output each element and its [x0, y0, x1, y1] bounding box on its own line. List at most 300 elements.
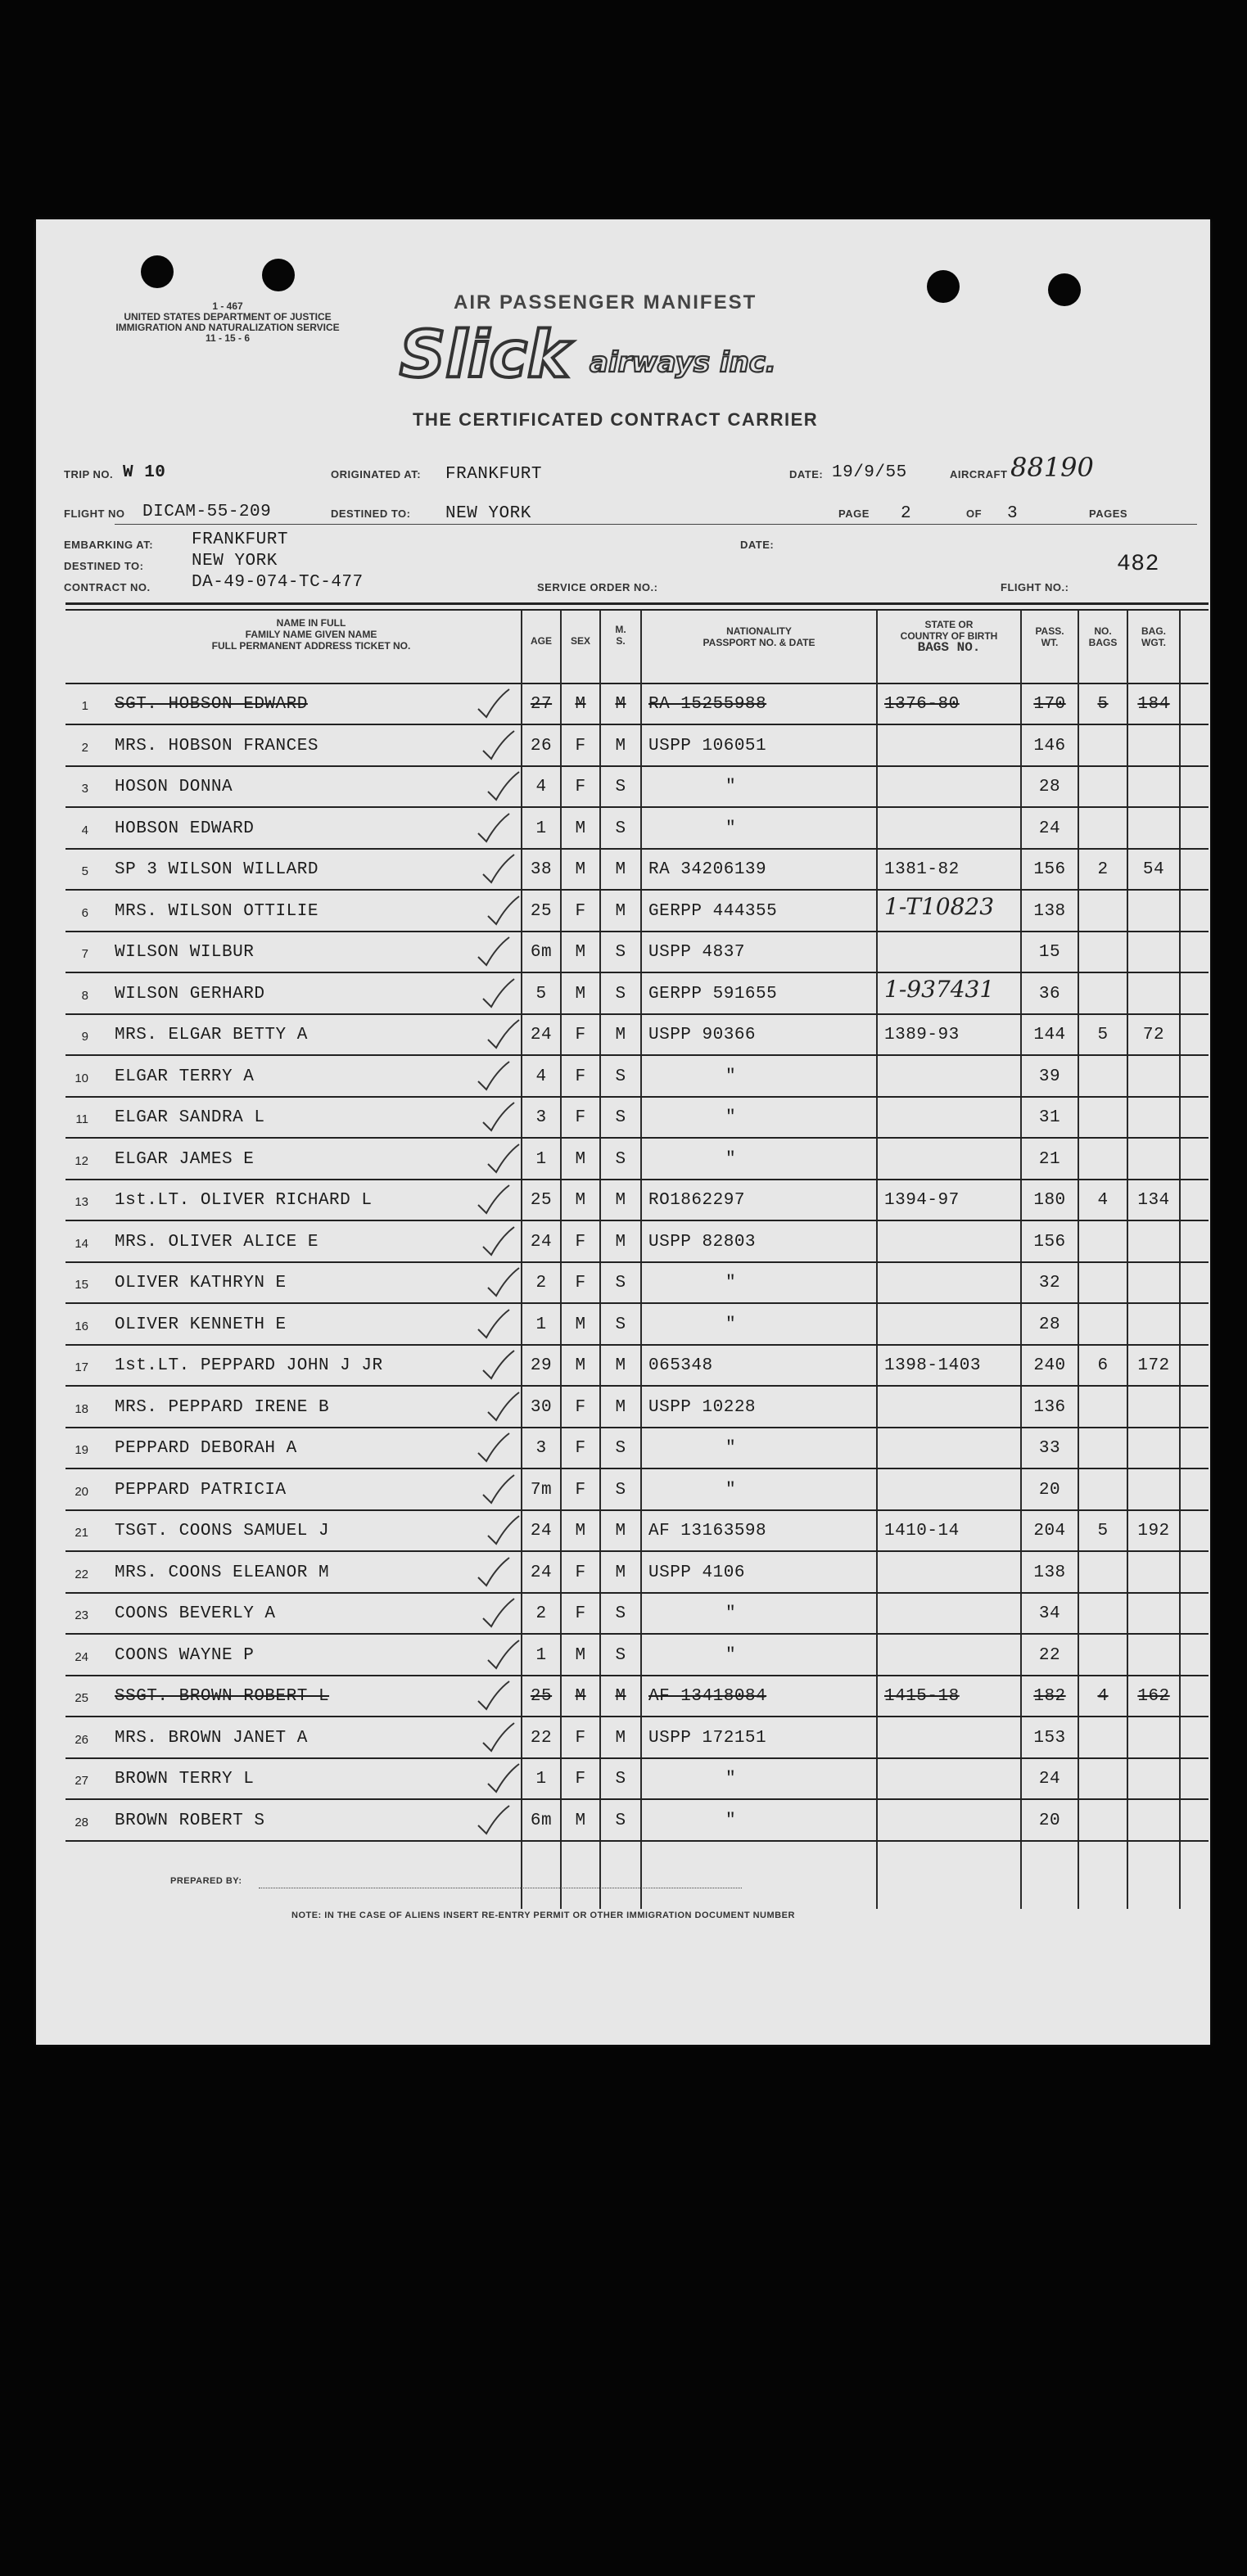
check-mark-icon: [480, 1225, 517, 1258]
check-mark-icon: [475, 812, 513, 845]
cell-wt: 28: [1038, 1315, 1061, 1334]
table-row: [66, 1635, 1207, 1676]
cell-ms: S: [615, 1149, 626, 1169]
table-row: [66, 1553, 1207, 1594]
cell-bags: 2: [1097, 860, 1109, 879]
table-row: [66, 1346, 1207, 1387]
cell-sex: M: [575, 1522, 586, 1541]
cell-age: 4: [535, 778, 547, 796]
cell-wt: 204: [1033, 1522, 1066, 1541]
cell-wt: 21: [1038, 1149, 1061, 1169]
check-mark-icon: [480, 729, 517, 762]
table-row: [66, 684, 1207, 725]
cell-sex: F: [575, 1026, 586, 1044]
cell-ms: M: [615, 1522, 626, 1541]
cell-sex: F: [575, 1728, 586, 1748]
row-number: 7: [81, 947, 88, 961]
check-mark-icon: [485, 1514, 522, 1547]
aircraft-value: 88190: [1010, 452, 1094, 483]
cell-bags: 5: [1097, 1522, 1109, 1541]
cell-bags: 4: [1097, 1191, 1109, 1210]
table-row: [66, 1718, 1207, 1759]
check-mark-icon: [485, 770, 522, 803]
table-row: [66, 767, 1207, 808]
flight-no2-value: 482: [1117, 552, 1159, 577]
cell-name: SP 3 WILSON WILLARD: [115, 860, 319, 879]
cell-bag-wgt: 72: [1142, 1026, 1165, 1044]
cell-name: TSGT. COONS SAMUEL J: [115, 1522, 330, 1541]
cell-bags-no: 1381-82: [884, 860, 960, 879]
row-number: 3: [81, 782, 88, 796]
cell-passport: 065348: [648, 1356, 713, 1375]
cell-age: 38: [530, 860, 553, 879]
row-number: 2: [81, 740, 88, 755]
cell-passport: ": [725, 1604, 737, 1623]
check-mark-icon: [475, 688, 513, 720]
cell-wt: 20: [1038, 1811, 1061, 1830]
cell-wt: 34: [1038, 1604, 1061, 1623]
cell-passport: GERPP 591655: [648, 984, 778, 1004]
cell-name: MRS. WILSON OTTILIE: [115, 901, 319, 921]
cell-passport: RA 34206139: [648, 860, 767, 879]
row-number: 17: [75, 1360, 88, 1374]
table-row: [66, 1139, 1207, 1180]
cell-bag-wgt: 184: [1137, 695, 1170, 714]
cell-sex: M: [575, 1811, 586, 1830]
cell-sex: M: [575, 1191, 586, 1210]
trip-no-label: TRIP NO.: [64, 468, 114, 480]
col-header-nationality-line: NATIONALITY: [726, 625, 792, 637]
cell-name: COONS WAYNE P: [115, 1645, 255, 1665]
cell-wt: 136: [1033, 1397, 1066, 1417]
cell-sex: F: [575, 1108, 586, 1127]
trip-no-value: W 10: [123, 463, 166, 482]
embarking-label: EMBARKING AT:: [64, 539, 154, 551]
field-underline: [115, 524, 1197, 525]
cell-wt: 15: [1038, 943, 1061, 962]
cell-passport: USPP 82803: [648, 1232, 757, 1252]
cell-passport: ": [725, 1770, 737, 1789]
cell-name: BROWN ROBERT S: [115, 1811, 265, 1830]
cell-wt: 146: [1033, 736, 1066, 756]
page-label: PAGE: [838, 508, 870, 520]
row-number: 12: [75, 1153, 88, 1168]
row-number: 27: [75, 1774, 88, 1788]
cell-wt: 24: [1038, 819, 1061, 838]
col-header-state: [878, 619, 1020, 653]
row-number: 24: [75, 1649, 88, 1664]
cell-wt: 28: [1038, 778, 1061, 796]
cell-sex: F: [575, 1563, 586, 1582]
cell-wt: 182: [1033, 1687, 1066, 1706]
cell-age: 24: [530, 1232, 553, 1252]
row-number: 20: [75, 1484, 88, 1499]
col-header-name: [131, 617, 491, 652]
prepared-by-label: PREPARED BY:: [170, 1876, 242, 1886]
row-number: 11: [75, 1112, 88, 1126]
cell-name: WILSON GERHARD: [115, 984, 265, 1004]
table-row: [66, 1222, 1207, 1263]
page-value: 2: [901, 504, 912, 523]
row-number: 13: [75, 1195, 88, 1209]
cell-age: 24: [530, 1522, 553, 1541]
prepared-by-line: [259, 1888, 742, 1889]
cell-wt: 180: [1033, 1191, 1066, 1210]
cell-sex: F: [575, 1439, 586, 1458]
cell-passport: ": [725, 1067, 737, 1086]
cell-age: 1: [535, 1149, 547, 1169]
cell-age: 24: [530, 1026, 553, 1044]
cell-ms: S: [615, 1770, 626, 1789]
cell-age: 2: [535, 1604, 547, 1623]
row-number: 5: [81, 864, 88, 878]
check-mark-icon: [480, 1721, 517, 1754]
col-header-state-line: BAGS NO.: [917, 640, 981, 655]
cell-name: HOSON DONNA: [115, 778, 233, 796]
cell-passport: ": [725, 1811, 737, 1830]
cell-age: 27: [530, 695, 553, 714]
row-number: 8: [81, 988, 88, 1003]
cell-ms: M: [615, 695, 626, 714]
cell-age: 7m: [530, 1480, 553, 1500]
table-row: [66, 1180, 1207, 1221]
cell-age: 6m: [530, 1811, 553, 1830]
cell-wt: 153: [1033, 1728, 1066, 1748]
cell-ms: S: [615, 778, 626, 796]
row-number: 1: [81, 699, 88, 713]
cell-passport: USPP 10228: [648, 1397, 757, 1417]
cell-sex: M: [575, 819, 586, 838]
check-mark-icon: [475, 1308, 513, 1341]
cell-sex: M: [575, 1645, 586, 1665]
cell-ms: M: [615, 860, 626, 879]
cell-name: MRS. OLIVER ALICE E: [115, 1232, 319, 1252]
col-header-bag-wgt-line: BAG.: [1141, 625, 1166, 637]
cell-ms: S: [615, 1274, 626, 1293]
check-mark-icon: [475, 1804, 513, 1837]
punch-hole: [927, 270, 960, 303]
table-row: [66, 1801, 1207, 1842]
date2-label: DATE:: [740, 539, 775, 551]
cell-age: 3: [535, 1439, 547, 1458]
cell-ms: S: [615, 1604, 626, 1623]
cell-name: PEPPARD PATRICIA: [115, 1480, 287, 1500]
punch-hole: [1048, 273, 1081, 306]
check-mark-icon: [485, 1639, 522, 1671]
cell-age: 22: [530, 1728, 553, 1748]
cell-bags-no: 1376-80: [884, 695, 960, 714]
cell-name: COONS BEVERLY A: [115, 1604, 276, 1623]
cell-ms: S: [615, 1067, 626, 1086]
check-mark-icon: [480, 1101, 517, 1134]
cell-passport: USPP 106051: [648, 736, 767, 756]
table-row: [66, 1015, 1207, 1056]
col-header-age: AGE: [530, 635, 552, 647]
cell-age: 1: [535, 1315, 547, 1334]
cell-sex: M: [575, 860, 586, 879]
cell-wt: 39: [1038, 1067, 1061, 1086]
punch-hole: [141, 255, 174, 288]
cell-age: 3: [535, 1108, 547, 1127]
cell-ms: S: [615, 1645, 626, 1665]
cell-sex: F: [575, 1397, 586, 1417]
cell-name: MRS. COONS ELEANOR M: [115, 1563, 330, 1582]
form-id-line: 1 - 467: [212, 300, 243, 312]
cell-bags-no: 1-T10823: [884, 892, 995, 920]
cell-sex: F: [575, 1480, 586, 1500]
table-row: [66, 726, 1207, 767]
of-value: 3: [1007, 504, 1019, 523]
cell-name: BROWN TERRY L: [115, 1770, 255, 1789]
check-mark-icon: [480, 853, 517, 886]
cell-sex: M: [575, 1315, 586, 1334]
cell-passport: ": [725, 1315, 737, 1334]
cell-ms: M: [615, 1356, 626, 1375]
table-row: [66, 1676, 1207, 1717]
cell-wt: 138: [1033, 1563, 1066, 1582]
col-header-pass-wt-line: PASS.: [1035, 625, 1064, 637]
row-number: 9: [81, 1030, 88, 1044]
check-mark-icon: [475, 1184, 513, 1216]
cell-ms: M: [615, 1232, 626, 1252]
cell-ms: S: [615, 1439, 626, 1458]
embarking-value: FRANKFURT: [192, 530, 288, 549]
form-id-block: [47, 301, 408, 344]
check-mark-icon: [475, 1432, 513, 1464]
cell-bags-no: 1398-1403: [884, 1356, 981, 1375]
check-mark-icon: [480, 1597, 517, 1630]
cell-name: PEPPARD DEBORAH A: [115, 1439, 297, 1458]
cell-passport: USPP 4106: [648, 1563, 745, 1582]
col-header-name-line: FULL PERMANENT ADDRESS TICKET NO.: [211, 640, 411, 652]
cell-bags-no: 1-937431: [884, 975, 995, 1003]
cell-name: MRS. BROWN JANET A: [115, 1728, 308, 1748]
cell-ms: M: [615, 1687, 626, 1706]
row-number: 25: [75, 1691, 88, 1705]
cell-wt: 31: [1038, 1108, 1061, 1127]
cell-name: MRS. ELGAR BETTY A: [115, 1026, 308, 1044]
cell-wt: 144: [1033, 1026, 1066, 1044]
table-top-rule: [66, 609, 1209, 611]
footer-note: NOTE: IN THE CASE OF ALIENS INSERT RE-ENTRY PERMIT OR OTHER IMMIGRATION DOCUMENT NUMBER: [291, 1911, 795, 1920]
cell-sex: M: [575, 984, 586, 1004]
cell-sex: M: [575, 695, 586, 714]
flight-no2-label: FLIGHT NO.:: [1001, 581, 1069, 593]
col-header-nationality-line: PASSPORT NO. & DATE: [703, 637, 816, 648]
row-number: 10: [75, 1071, 88, 1085]
row-number: 18: [75, 1401, 88, 1416]
col-header-name-line: NAME IN FULL: [276, 617, 346, 629]
cell-age: 6m: [530, 943, 553, 962]
cell-age: 25: [530, 1687, 553, 1706]
cell-passport: USPP 172151: [648, 1728, 767, 1748]
cell-ms: M: [615, 901, 626, 921]
date-value: 19/9/55: [832, 463, 907, 482]
cell-passport: ": [725, 1149, 737, 1169]
table-row: [66, 809, 1207, 850]
cell-wt: 36: [1038, 984, 1061, 1004]
destined-value: NEW YORK: [445, 504, 531, 523]
col-header-name-line: FAMILY NAME GIVEN NAME: [245, 629, 377, 640]
row-number: 15: [75, 1278, 88, 1292]
row-rule: [66, 1840, 1209, 1842]
cell-name: ELGAR TERRY A: [115, 1067, 255, 1086]
table-row: [66, 1428, 1207, 1469]
cell-ms: S: [615, 819, 626, 838]
cell-age: 26: [530, 736, 553, 756]
service-order-label: SERVICE ORDER NO.:: [537, 581, 658, 593]
cell-sex: M: [575, 1149, 586, 1169]
cell-wt: 240: [1033, 1356, 1066, 1375]
cell-bags: 4: [1097, 1687, 1109, 1706]
row-number: 6: [81, 905, 88, 920]
destined-label: DESTINED TO:: [331, 508, 411, 520]
cell-ms: M: [615, 736, 626, 756]
check-mark-icon: [485, 1266, 522, 1299]
cell-name: SSGT. BROWN ROBERT L: [115, 1687, 330, 1706]
cell-sex: F: [575, 1604, 586, 1623]
cell-age: 4: [535, 1067, 547, 1086]
destined2-label: DESTINED TO:: [64, 560, 144, 572]
carrier-subtitle: THE CERTIFICATED CONTRACT CARRIER: [413, 409, 819, 430]
cell-bag-wgt: 134: [1137, 1191, 1170, 1210]
cell-bags: 6: [1097, 1356, 1109, 1375]
check-mark-icon: [485, 1018, 522, 1051]
table-row: [66, 1594, 1207, 1635]
svg-text:Slick: Slick: [400, 319, 570, 390]
cell-bags-no: 1415-18: [884, 1687, 960, 1706]
cell-wt: 24: [1038, 1770, 1061, 1789]
cell-passport: ": [725, 1480, 737, 1500]
cell-passport: USPP 4837: [648, 943, 745, 962]
cell-wt: 170: [1033, 695, 1066, 714]
cell-bags-no: 1394-97: [884, 1191, 960, 1210]
cell-passport: AF 13418084: [648, 1687, 767, 1706]
cell-passport: AF 13163598: [648, 1522, 767, 1541]
cell-name: 1st.LT. PEPPARD JOHN J JR: [115, 1356, 383, 1375]
check-mark-icon: [485, 895, 522, 927]
cell-age: 1: [535, 1645, 547, 1665]
destined2-value: NEW YORK: [192, 552, 278, 571]
contract-label: CONTRACT NO.: [64, 581, 151, 593]
cell-passport: ": [725, 1274, 737, 1293]
cell-passport: ": [725, 1108, 737, 1127]
cell-bag-wgt: 162: [1137, 1687, 1170, 1706]
table-row: [66, 1759, 1207, 1800]
cell-age: 2: [535, 1274, 547, 1293]
cell-sex: F: [575, 1274, 586, 1293]
form-id-line: 11 - 15 - 6: [205, 332, 251, 344]
originated-label: ORIGINATED AT:: [331, 468, 422, 480]
cell-wt: 32: [1038, 1274, 1061, 1293]
row-number: 16: [75, 1319, 88, 1333]
row-number: 14: [75, 1236, 88, 1251]
cell-name: SGT. HOBSON EDWARD: [115, 695, 308, 714]
cell-name: ELGAR JAMES E: [115, 1149, 255, 1169]
cell-ms: S: [615, 1108, 626, 1127]
cell-ms: S: [615, 984, 626, 1004]
flight-no-value: DICAM-55-209: [142, 503, 272, 521]
cell-passport: GERPP 444355: [648, 901, 778, 921]
cell-name: 1st.LT. OLIVER RICHARD L: [115, 1191, 373, 1210]
cell-bags-no: 1389-93: [884, 1026, 960, 1044]
originated-value: FRANKFURT: [445, 465, 542, 484]
slick-airways-logo: [396, 319, 888, 390]
table-row: [66, 1098, 1207, 1139]
check-mark-icon: [475, 1060, 513, 1093]
flight-no-label: FLIGHT NO: [64, 508, 125, 520]
table-top-rule: [66, 602, 1209, 605]
col-header-sex: SEX: [570, 635, 590, 647]
check-mark-icon: [475, 1556, 513, 1589]
table-row: [66, 850, 1207, 891]
table-row: [66, 1470, 1207, 1511]
cell-sex: F: [575, 736, 586, 756]
of-label: OF: [966, 508, 983, 520]
passenger-table: [66, 602, 1209, 1960]
cell-name: MRS. HOBSON FRANCES: [115, 736, 319, 756]
cell-name: MRS. PEPPARD IRENE B: [115, 1397, 330, 1417]
cell-ms: S: [615, 943, 626, 962]
row-number: 4: [81, 823, 88, 837]
cell-wt: 156: [1033, 860, 1066, 879]
row-number: 23: [75, 1608, 88, 1622]
check-mark-icon: [480, 977, 517, 1010]
cell-ms: S: [615, 1480, 626, 1500]
cell-bag-wgt: 172: [1137, 1356, 1170, 1375]
cell-age: 30: [530, 1397, 553, 1417]
cell-wt: 156: [1033, 1232, 1066, 1252]
cell-age: 25: [530, 901, 553, 921]
cell-passport: USPP 90366: [648, 1026, 757, 1044]
cell-name: OLIVER KENNETH E: [115, 1315, 287, 1334]
form-id-line: UNITED STATES DEPARTMENT OF JUSTICE: [124, 311, 332, 323]
cell-sex: F: [575, 901, 586, 921]
cell-ms: M: [615, 1397, 626, 1417]
cell-ms: M: [615, 1728, 626, 1748]
check-mark-icon: [475, 936, 513, 968]
cell-passport: ": [725, 1645, 737, 1665]
cell-ms: M: [615, 1191, 626, 1210]
table-row: [66, 891, 1207, 932]
cell-ms: M: [615, 1026, 626, 1044]
cell-passport: ": [725, 778, 737, 796]
col-header-pass-wt: [1022, 625, 1078, 648]
cell-sex: M: [575, 943, 586, 962]
cell-sex: M: [575, 1687, 586, 1706]
cell-wt: 138: [1033, 901, 1066, 921]
row-number: 28: [75, 1815, 88, 1829]
cell-bags-no: 1410-14: [884, 1522, 960, 1541]
cell-age: 1: [535, 1770, 547, 1789]
cell-bag-wgt: 192: [1137, 1522, 1170, 1541]
form-id-line: IMMIGRATION AND NATURALIZATION SERVICE: [115, 322, 340, 333]
date-label: DATE:: [789, 468, 824, 480]
cell-sex: F: [575, 778, 586, 796]
cell-passport: ": [725, 819, 737, 838]
cell-age: 1: [535, 819, 547, 838]
cell-name: HOBSON EDWARD: [115, 819, 255, 838]
col-header-bag-wgt-line: WGT.: [1141, 637, 1166, 648]
check-mark-icon: [475, 1680, 513, 1712]
punch-hole: [262, 259, 295, 291]
page-title: AIR PASSENGER MANIFEST: [454, 291, 757, 314]
cell-ms: M: [615, 1563, 626, 1582]
cell-age: 29: [530, 1356, 553, 1375]
cell-age: 5: [535, 984, 547, 1004]
row-number: 26: [75, 1732, 88, 1747]
cell-bags: 5: [1097, 695, 1109, 714]
